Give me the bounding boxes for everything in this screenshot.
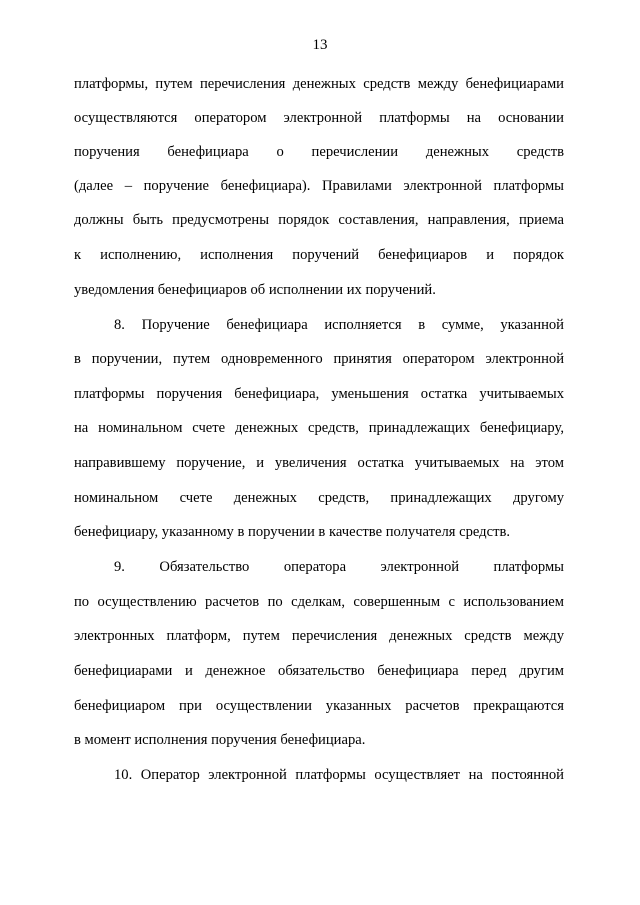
text-line: на номинальном счете денежных средств, принадлежащих бенефициару,: [74, 420, 564, 436]
page-number: 13: [312, 37, 328, 53]
text-line: должны быть предусмотрены порядок составления, направления, приема: [74, 212, 564, 228]
text-line: в поручении, путем одновременного принятия оператором электронной: [74, 351, 564, 367]
text-line: номинальном счете денежных средств, принадлежащих другому: [74, 490, 564, 506]
text-line: бенефициаром при осуществлении указанных расчетов прекращаются: [74, 698, 564, 714]
text-line: бенефициарами и денежное обязательство бенефициара перед другим: [74, 663, 564, 679]
paragraph-8-start: 8. Поручение бенефициара исполняется в сумме, указанной: [114, 317, 564, 333]
text-line: направившему поручение, и увеличения остатка учитываемых на этом: [74, 455, 564, 471]
text-line: электронных платформ, путем перечисления денежных средств между: [74, 628, 564, 644]
text-line: (далее – поручение бенефициара). Правилами электронной платформы: [74, 178, 564, 194]
text-line: к исполнению, исполнения поручений бенефициаров и порядок: [74, 247, 564, 263]
paragraph-9-start: 9. Обязательство оператора электронной платформы: [114, 559, 564, 575]
paragraph-10-start: 10. Оператор электронной платформы осуществляет на постоянной: [114, 767, 564, 783]
text-line: осуществляются оператором электронной платформы на основании: [74, 110, 564, 126]
text-line: поручения бенефициара о перечислении денежных средств: [74, 144, 564, 160]
text-line: платформы, путем перечисления денежных средств между бенефициарами: [74, 76, 564, 92]
text-line: уведомления бенефициаров об исполнении их поручений.: [74, 282, 436, 298]
text-line: по осуществлению расчетов по сделкам, совершенным с использованием: [74, 594, 564, 610]
text-line: бенефициару, указанному в поручении в качестве получателя средств.: [74, 524, 511, 540]
text-line: платформы поручения бенефициара, уменьшения остатка учитываемых: [74, 386, 564, 402]
text-line: в момент исполнения поручения бенефициара.: [74, 732, 366, 748]
